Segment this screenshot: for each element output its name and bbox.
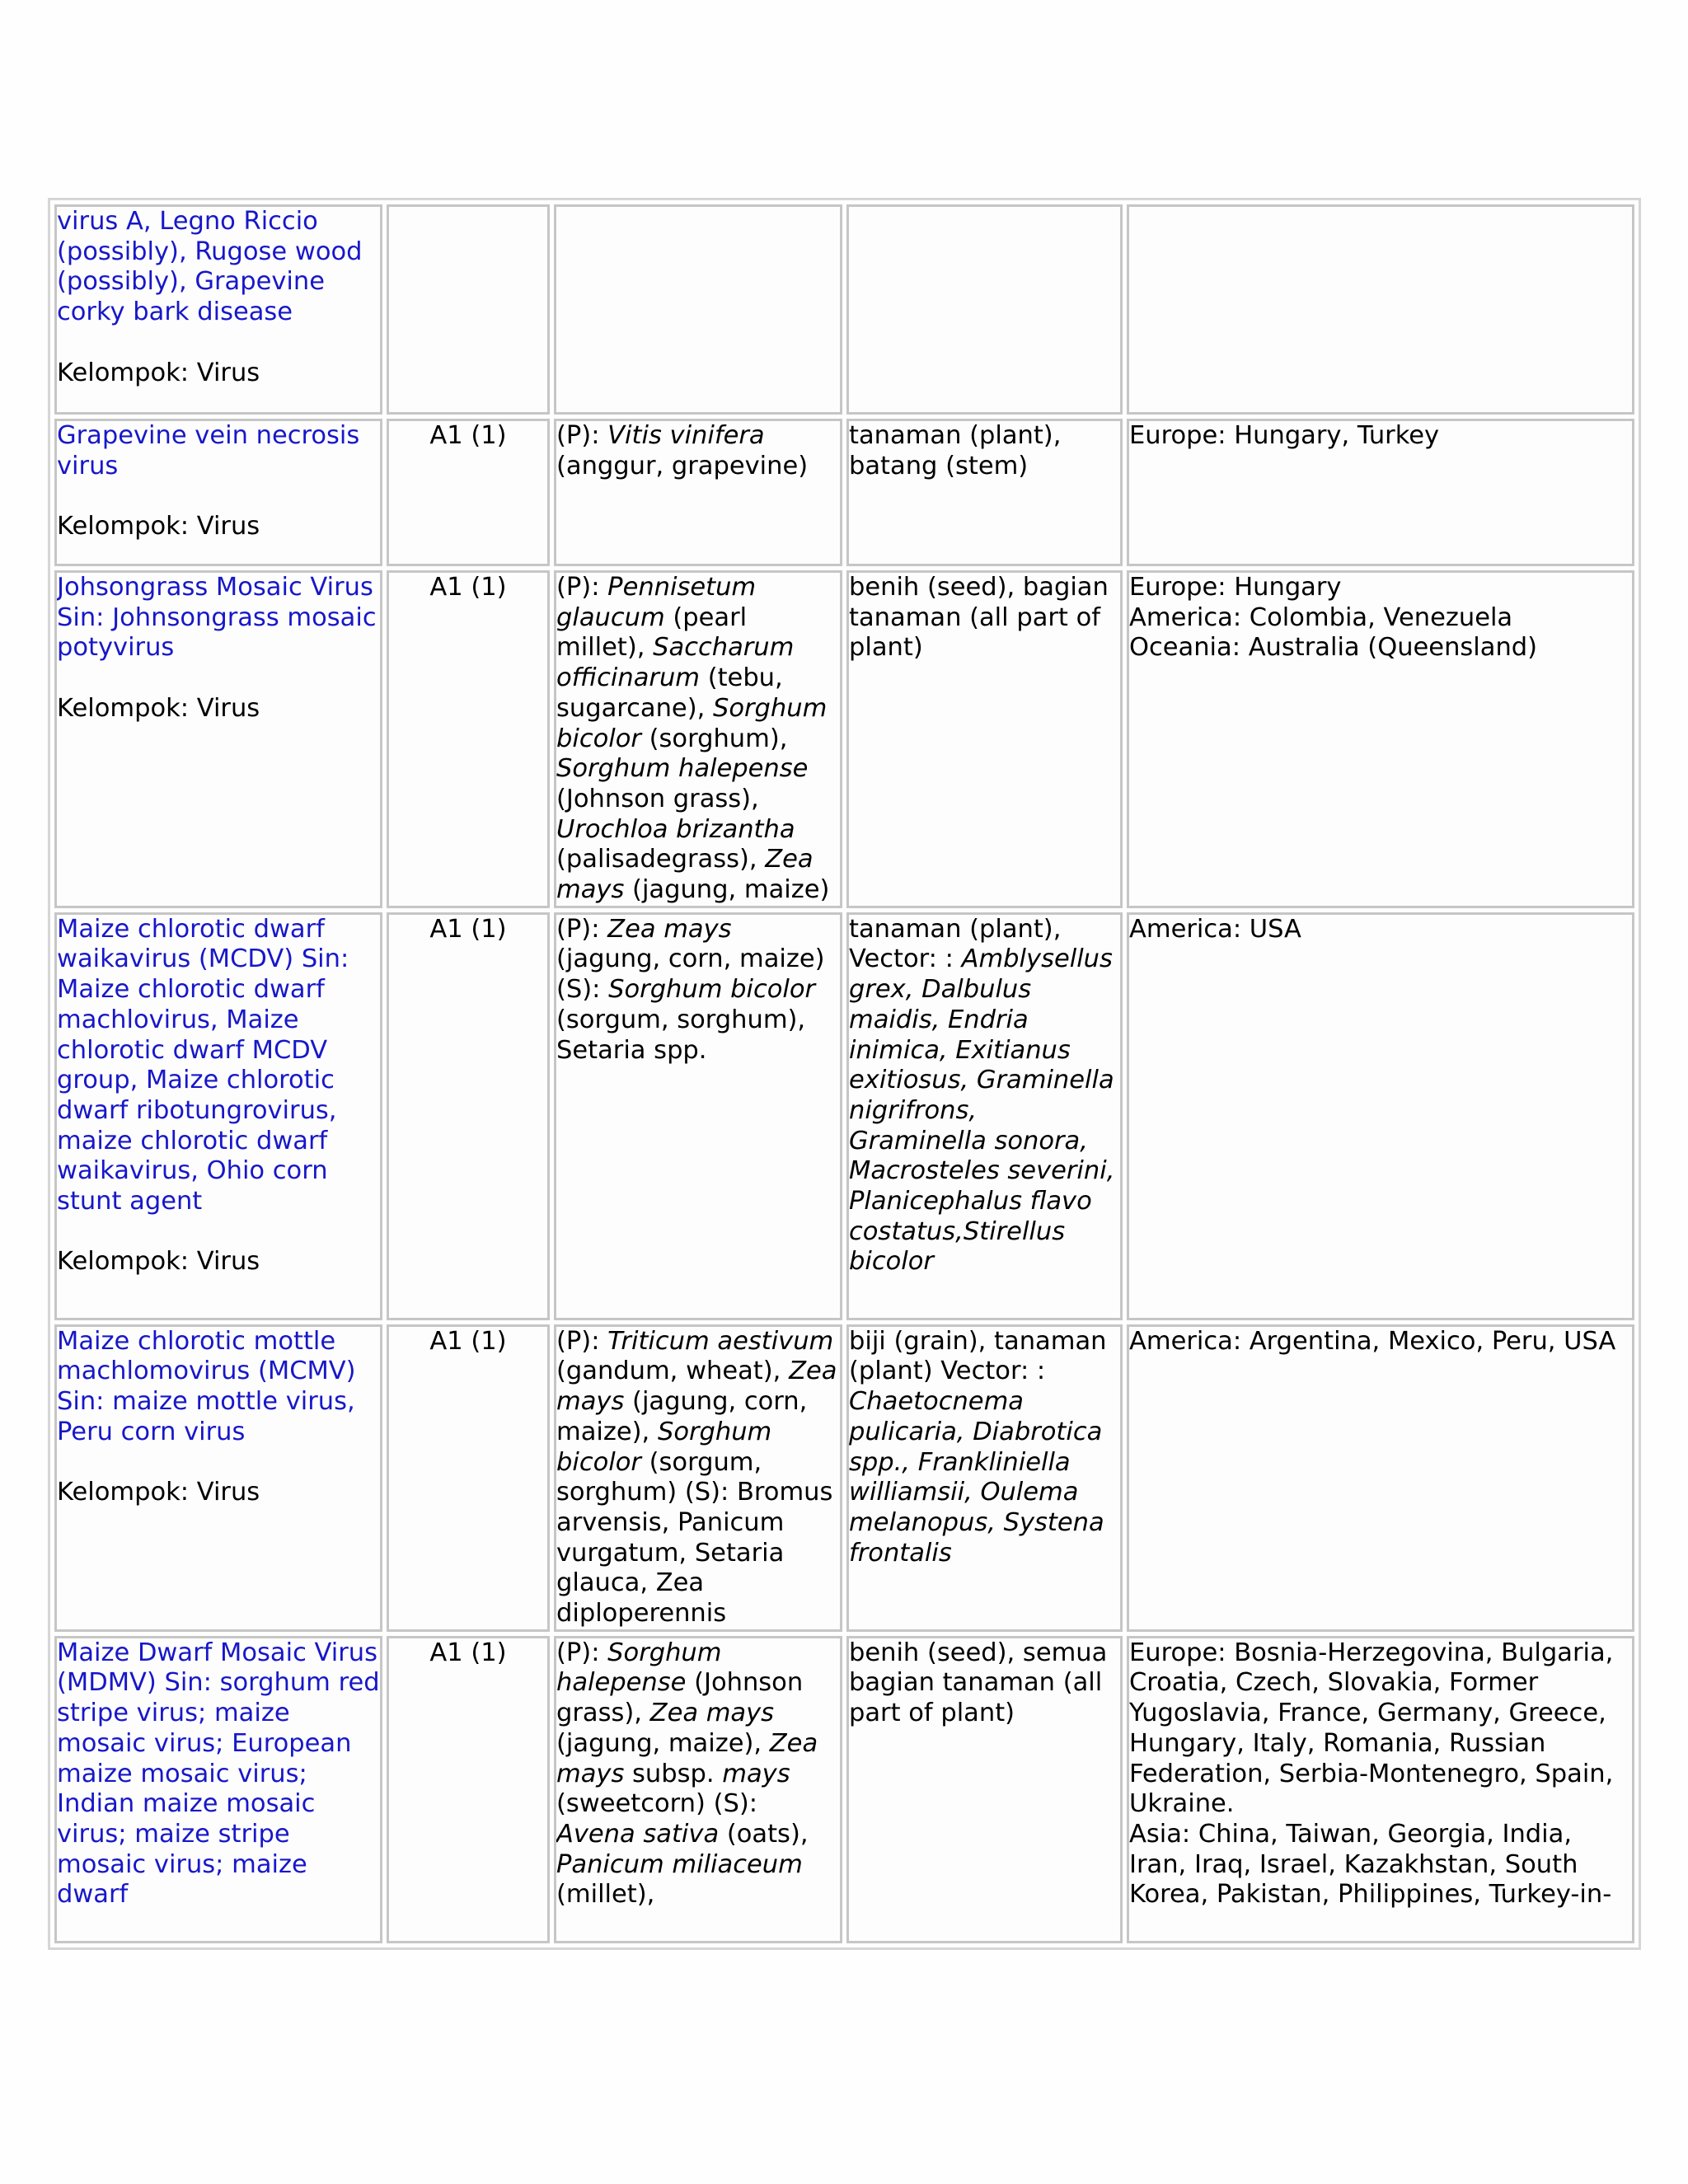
- distribution-line: Europe: Hungary, Turkey: [1129, 421, 1440, 450]
- category-cell: A1 (1): [387, 1636, 550, 1943]
- host-cell: (P): Zea mays (jagung, corn, maize) (S): Sorghum bicolor (sorgum, sorghum), Setaria spp.: [554, 912, 842, 1320]
- host-cell: (P): Triticum aestivum (gandum, wheat), Zea mays (jagung, corn, maize), Sorghum bicolor (sorgum, sorghum) (S): Bromus arvensis, Panicum vurgatum, Setaria glauca, Zea diploperennis: [554, 1324, 842, 1632]
- distribution-cell: [1127, 204, 1634, 415]
- pathway-cell: benih (seed), bagian tanaman (all part of plant): [846, 570, 1123, 908]
- distribution-line: Oceania: Australia (Queensland): [1129, 633, 1538, 663]
- distribution-cell: [1127, 1324, 1634, 1632]
- distribution-line: America: USA: [1129, 914, 1301, 944]
- pest-name-link[interactable]: virus A, Legno Riccio (possibly), Rugose wood (possibly), Grapevine corky bark disease: [57, 207, 363, 327]
- host-cell: (P): Vitis vinifera (anggur, grapevine): [554, 419, 842, 566]
- pest-name-cell: [54, 570, 382, 908]
- distribution-line: Europe: Bosnia-Herzegovina, Bulgaria, Croatia, Czech, Slovakia, Former Yugoslavia, France, Germany, Greece, Hungary, Italy, Romania, Russian Federation, Serbia-Montenegro, Spain, Ukraine.: [1129, 1638, 1614, 1819]
- pest-name-cell: [54, 419, 382, 566]
- table-row: [54, 1324, 1634, 1632]
- distribution-line: Europe: Hungary: [1129, 573, 1342, 602]
- host-cell: [554, 204, 842, 415]
- pest-group-label: Kelompok: Virus: [57, 693, 260, 723]
- category-cell: A1 (1): [387, 1324, 550, 1632]
- category-cell: A1 (1): [387, 570, 550, 908]
- pathway-cell: biji (grain), tanaman (plant) Vector: : Chaetocnema pulicaria, Diabrotica spp., Frankliniella williamsii, Oulema melanopus, Systena frontalis: [846, 1324, 1123, 1632]
- pest-table-body: [54, 204, 1634, 1943]
- host-cell: (P): Pennisetum glaucum (pearl millet), Saccharum officinarum (tebu, sugarcane), Sorghum bicolor (sorghum), Sorghum halepense (Johnson grass), Urochloa brizantha (palisadegrass), Zea mays (jagung, maize): [554, 570, 842, 908]
- pest-group-label: Kelompok: Virus: [57, 1247, 260, 1277]
- pest-name-cell: [54, 204, 382, 415]
- pest-group-label: Kelompok: Virus: [57, 512, 260, 541]
- pest-name-link[interactable]: Maize Dwarf Mosaic Virus (MDMV) Sin: sorghum red stripe virus; maize mosaic virus; European maize mosaic virus; Indian maize mosaic virus; maize stripe mosaic virus; maize dwarf: [57, 1638, 380, 1910]
- pathway-cell: tanaman (plant), batang (stem): [846, 419, 1123, 566]
- pest-name-link[interactable]: Maize chlorotic dwarf waikavirus (MCDV) Sin: Maize chlorotic dwarf machlovirus, Maize chlorotic dwarf MCDV group, Maize chlorotic dwarf ribotungrovirus, maize chlorotic dwarf waikavirus, Ohio corn stunt agent: [57, 914, 349, 1216]
- table-row: [54, 1636, 1634, 1943]
- distribution-line: America: Colombia, Venezuela: [1129, 602, 1513, 632]
- category-cell: A1 (1): [387, 419, 550, 566]
- category-cell: [387, 204, 550, 415]
- table-row: [54, 912, 1634, 1320]
- pest-name-link[interactable]: Grapevine vein necrosis virus: [57, 421, 360, 480]
- category-cell: A1 (1): [387, 912, 550, 1320]
- pest-name-link[interactable]: Maize chlorotic mottle machlomovirus (MCMV) Sin: maize mottle virus, Peru corn virus: [57, 1326, 356, 1446]
- distribution-line: Asia: China, Taiwan, Georgia, India, Iran, Iraq, Israel, Kazakhstan, South Korea, Pakistan, Philippines, Turkey-in-: [1129, 1819, 1612, 1910]
- table-row: [54, 204, 1634, 415]
- pest-group-label: Kelompok: Virus: [57, 1478, 260, 1507]
- distribution-cell: [1127, 912, 1634, 1320]
- pathway-cell: tanaman (plant), Vector: : Amblysellus grex, Dalbulus maidis, Endria inimica, Exitianus exitiosus, Graminella nigrifrons, Graminella sonora, Macrosteles severini, Planicephalus flavo costatus,Stirellus bicolor: [846, 912, 1123, 1320]
- host-cell: (P): Sorghum halepense (Johnson grass), Zea mays (jagung, maize), Zea mays subsp. mays (sweetcorn) (S): Avena sativa (oats), Panicum miliaceum (millet),: [554, 1636, 842, 1943]
- pest-table: [48, 198, 1641, 1950]
- pathway-cell: benih (seed), semua bagian tanaman (all part of plant): [846, 1636, 1123, 1943]
- pest-group-label: Kelompok: Virus: [57, 358, 260, 387]
- pest-name-link[interactable]: Johsongrass Mosaic Virus Sin: Johnsongrass mosaic potyvirus: [57, 573, 377, 663]
- distribution-cell: [1127, 570, 1634, 908]
- pest-name-cell: [54, 912, 382, 1320]
- pest-name-cell: [54, 1324, 382, 1632]
- distribution-cell: [1127, 419, 1634, 566]
- table-row: [54, 419, 1634, 566]
- distribution-line: America: Argentina, Mexico, Peru, USA: [1129, 1326, 1616, 1356]
- pathway-cell: [846, 204, 1123, 415]
- pest-name-cell: [54, 1636, 382, 1943]
- distribution-cell: [1127, 1636, 1634, 1943]
- table-row: [54, 570, 1634, 908]
